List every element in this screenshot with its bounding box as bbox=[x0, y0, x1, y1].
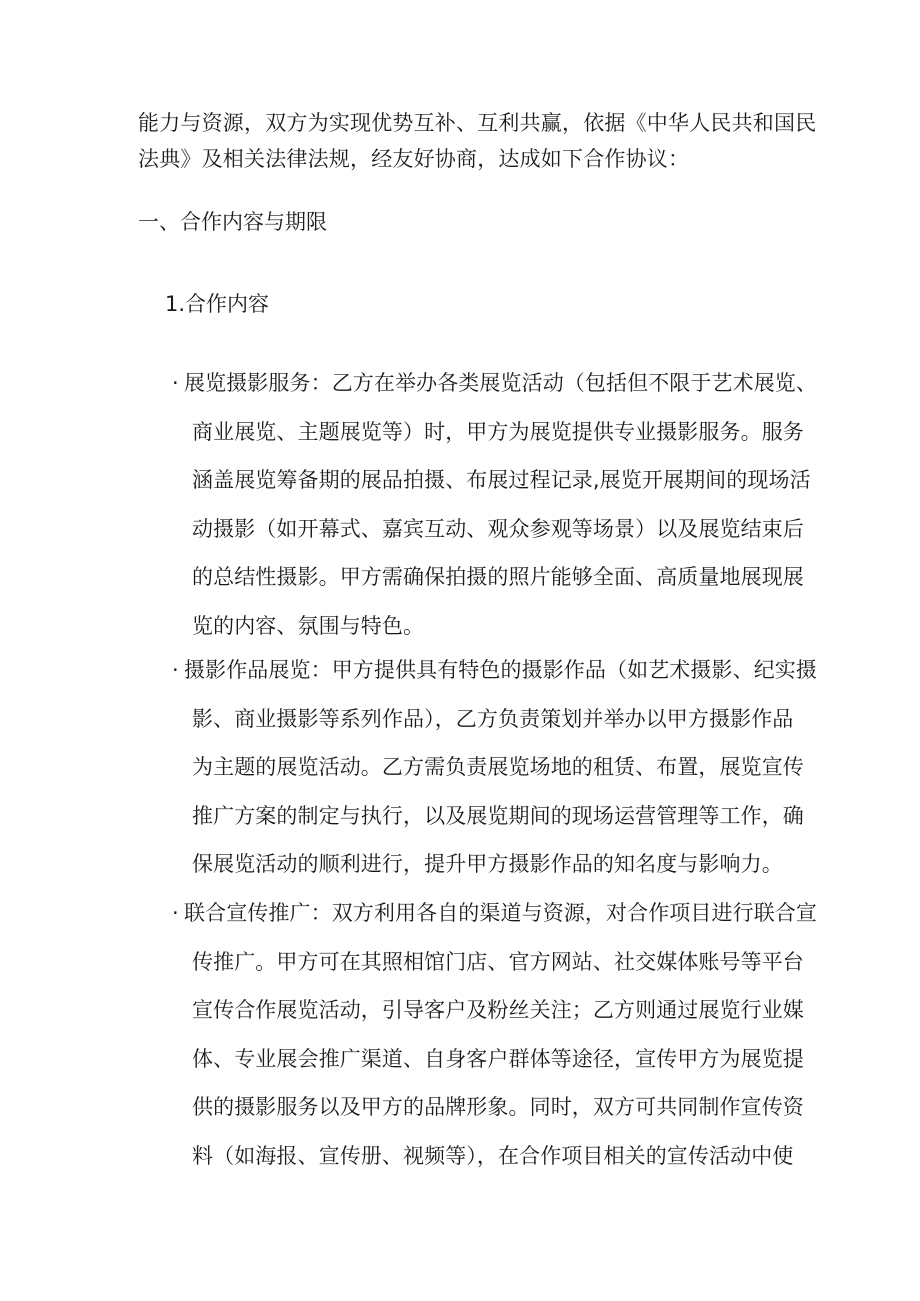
bullet-line: 影、商业摄影等系列作品），乙方负责策划并举办以甲方摄影作品 bbox=[192, 706, 794, 731]
bullet-marker: · bbox=[172, 371, 179, 395]
bullet-marker: · bbox=[172, 658, 179, 682]
bullet-text: 展览摄影服务：乙方在举办各类展览活动（包括但不限于艺术展览、 bbox=[184, 371, 817, 395]
bullet-line bbox=[172, 368, 817, 417]
bullet-line: 商业展览、主题展览等）时，甲方为展览提供专业摄影服务。服务 bbox=[192, 419, 804, 444]
bullet-item-exhibition-photography bbox=[172, 368, 817, 659]
bullet-line: 览的内容、氛围与特色。 bbox=[192, 613, 425, 638]
bullet-item-joint-promotion bbox=[172, 898, 817, 1189]
bullet-text: 联合宣传推广：双方利用各自的渠道与资源，对合作项目进行联合宣 bbox=[184, 901, 817, 925]
bullet-line: 料（如海报、宣传册、视频等），在合作项目相关的宣传活动中使 bbox=[192, 1143, 794, 1168]
bullet-marker: · bbox=[172, 901, 179, 925]
bullet-line: 推广方案的制定与执行，以及展览期间的现场运营管理等工作，确 bbox=[192, 803, 804, 828]
bullet-line: 涵盖展览筹备期的展品拍摄、布展过程记录,展览开展期间的现场活 bbox=[192, 468, 811, 492]
bullet-line bbox=[172, 898, 817, 947]
bullet-line: 的总结性摄影。甲方需确保拍摄的照片能够全面、高质量地展现展 bbox=[192, 565, 804, 589]
bullet-text: 摄影作品展览：甲方提供具有特色的摄影作品（如艺术摄影、纪实摄 bbox=[184, 658, 817, 682]
bullet-line bbox=[172, 655, 817, 704]
bullet-line: 宣传合作展览活动，引导客户及粉丝关注；乙方则通过展览行业媒 bbox=[192, 998, 804, 1022]
bullet-line: 体、专业展会推广渠道、自身客户群体等途径，宣传甲方为展览提 bbox=[192, 1046, 804, 1071]
intro-line-2: 法典》及相关法律法规，经友好协商，达成如下合作协议： bbox=[138, 147, 690, 171]
bullet-line: 供的摄影服务以及甲方的品牌形象。同时，双方可共同制作宣传资 bbox=[192, 1095, 804, 1119]
section-heading: 一、合作内容与期限 bbox=[138, 210, 327, 234]
bullet-line: 为主题的展览活动。乙方需负责展览场地的租赁、布置，展览宣传 bbox=[192, 755, 804, 779]
bullet-line: 保展览活动的顺利进行，提升甲方摄影作品的知名度与影响力。 bbox=[192, 852, 783, 876]
section-subheading: 1.合作内容 bbox=[165, 292, 270, 316]
bullet-item-photo-exhibition bbox=[172, 655, 817, 898]
intro-line-1: 能力与资源，双方为实现优势互补、互利共赢，依据《中华人民共和国民 bbox=[138, 111, 817, 135]
bullet-line: 动摄影（如开幕式、嘉宾互动、观众参观等场景）以及展览结束后 bbox=[192, 516, 804, 541]
bullet-line: 传推广。甲方可在其照相馆门店、官方网站、社交媒体账号等平台 bbox=[192, 949, 804, 974]
